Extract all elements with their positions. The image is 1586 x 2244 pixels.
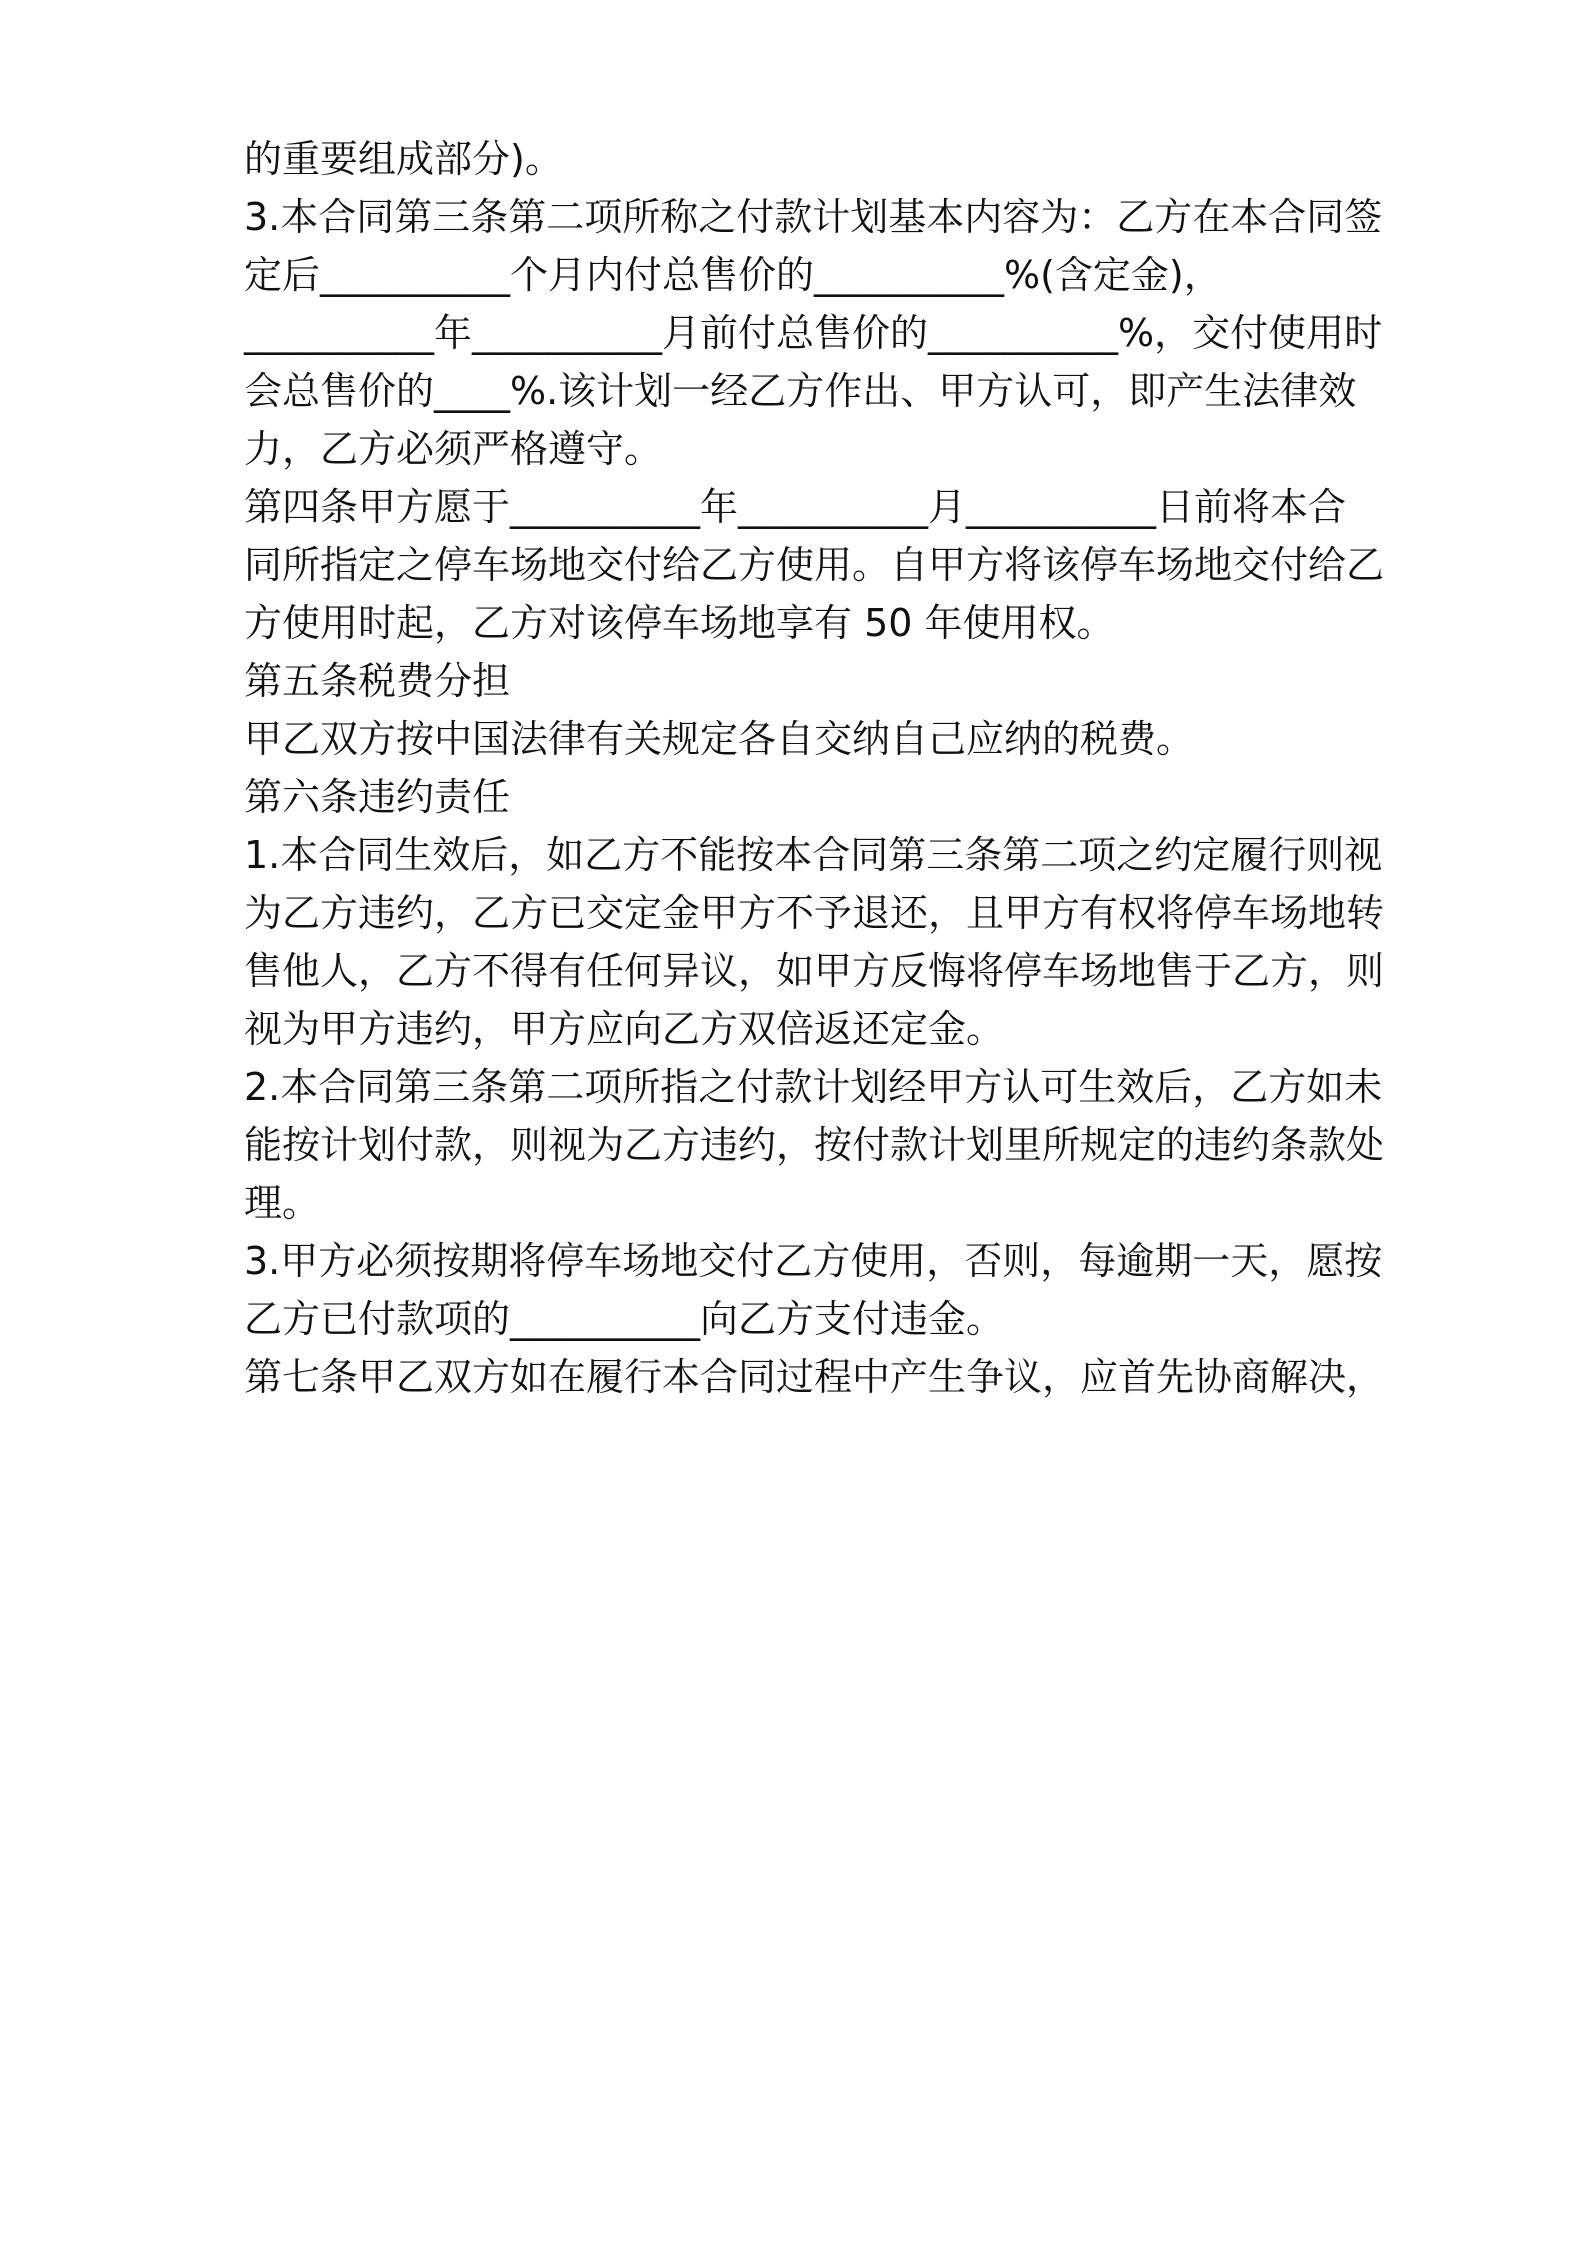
text-line: 乙方已付款项的__________向乙方支付违金。 [244,1297,1005,1341]
text-line: 能按计划付款，则视为乙方违约，按付款计划里所规定的违约条款处 [244,1123,1385,1167]
text-line: 售他人，乙方不得有任何异议，如甲方反悔将停车场地售于乙方，则 [244,949,1385,993]
text-line: 甲乙双方按中国法律有关规定各自交纳自己应纳的税费。 [244,717,1195,761]
text-line: 的重要组成部分)。 [244,137,563,181]
text-line: 会总售价的____%.该计划一经乙方作出、甲方认可，即产生法律效 [244,369,1357,413]
text-line: 同所指定之停车场地交付给乙方使用。自甲方将该停车场地交付给乙 [244,543,1385,587]
text-line: 视为甲方违约，甲方应向乙方双倍返还定金。 [244,1007,1005,1051]
section-heading: 第六条违约责任 [244,775,511,819]
text-line: 第四条甲方愿于__________年__________月__________日前将本合 [244,485,1347,529]
text-line: 1.本合同生效后，如乙方不能按本合同第三条第二项之约定履行则视 [244,833,1383,877]
text-line: 3.本合同第三条第二项所称之付款计划基本内容为：乙方在本合同签 [244,195,1383,239]
text-line: 定后__________个月内付总售价的__________%(含定金)， [244,253,1222,297]
text-line: 3.甲方必须按期将停车场地交付乙方使用，否则，每逾期一天，愿按 [244,1239,1383,1283]
text-line: 理。 [244,1181,321,1225]
section-heading: 第五条税费分担 [244,659,511,703]
text-line: 2.本合同第三条第二项所指之付款计划经甲方认可生效后，乙方如未 [244,1065,1383,1109]
text-line: 方使用时起，乙方对该停车场地享有 50 年使用权。 [244,601,1115,645]
text-line: __________年__________月前付总售价的__________%，交付使用时 [244,311,1383,355]
text-line: 为乙方违约，乙方已交定金甲方不予退还，且甲方有权将停车场地转 [244,891,1385,935]
text-line: 力，乙方必须严格遵守。 [244,427,663,471]
text-line: 第七条甲乙双方如在履行本合同过程中产生争议，应首先协商解决， [244,1355,1385,1399]
